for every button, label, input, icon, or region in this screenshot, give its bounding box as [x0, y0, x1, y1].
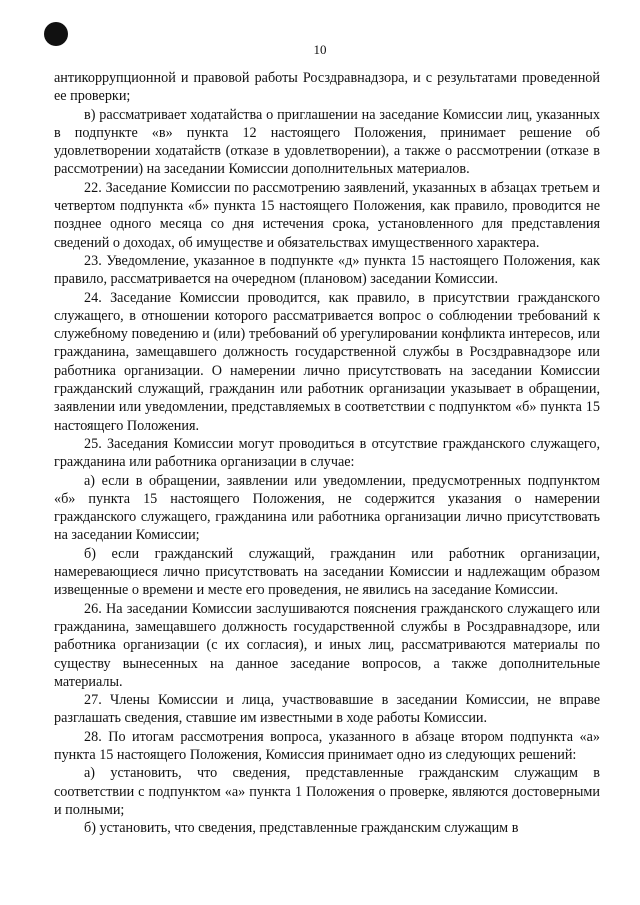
paragraph: 23. Уведомление, указанное в подпункте «д» пункта 15 настоящего Положения, как правило, рассматривается на очередном (плановом) заседании Комиссии. — [54, 252, 600, 288]
paragraph: а) установить, что сведения, представленные гражданским служащим в соответствии с подпунктом «а» пункта 1 Положения о проверке, являются достоверными и полными; — [54, 765, 600, 818]
paragraph: 24. Заседание Комиссии проводится, как правило, в присутствии гражданского служащего, в отношении которого рассматривается вопрос о соблюдении требований к служебному поведению и (или) требований об урегулировании конфликта интересов, или гражданина, замещавшего должность государственной службы в Росздравнадзоре или работника организации. О намерении лично присутствовать на заседании Комиссии гражданский служащий, гражданин или работник организации указывает в обращении, заявлении или уведомлении, представляемых в соответствии с подпунктом «б» пункта 15 настоящего Положения. — [54, 289, 600, 434]
paragraph: 27. Члены Комиссии и лица, участвовавшие в заседании Комиссии, не вправе разглашать сведения, ставшие им известными в ходе работы Комиссии. — [54, 692, 600, 727]
paragraph: б) установить, что сведения, представленные гражданским служащим в — [84, 820, 519, 837]
paragraph: 26. На заседании Комиссии заслушиваются пояснения гражданского служащего или гражданина, замещавшего должность государственной службы в Росздравнадзоре, или работника организации (с их согласия), и иных лиц, рассматриваются материалы по существу вынесенных на данное заседание вопросов, а также дополнительные материалы. — [54, 600, 600, 690]
paragraph: 28. По итогам рассмотрения вопроса, указанного в абзаце втором подпункта «а» пункта 15 настоящего Положения, Комиссия принимает одно из следующих решений: — [54, 728, 600, 763]
paragraph: антикоррупционной и правовой работы Росздравнадзора, и с результатами проведенной ее проверки; — [54, 70, 600, 105]
paragraph: 25. Заседания Комиссии могут проводиться в отсутствие гражданского служащего, гражданина или работника организации в случае: — [54, 435, 600, 471]
paragraph: в) рассматривает ходатайства о приглашении на заседание Комиссии лиц, указанных в подпункте «в» пункта 12 настоящего Положения, принимает решение об удовлетворении ходатайств (отказе в удовлетворении), а также о рассмотрении (отказе в рассмотрении) на заседании Комиссии дополнительных материалов. — [54, 106, 600, 178]
document-body — [54, 69, 600, 837]
paragraph: а) если в обращении, заявлении или уведомлении, предусмотренных подпунктом «б» пункта 15 настоящего Положения, не содержится указания о намерении гражданского служащего, гражданина или работника организации лично присутствовать на заседании Комиссии; — [54, 472, 600, 544]
paragraph: б) если гражданский служащий, гражданин или работник организации, намеревающиеся лично присутствовать на заседании Комиссии и надлежащим образом извещенные о времени и месте его проведения, не явились на заседание Комиссии. — [54, 545, 600, 599]
page-number: 10 — [313, 42, 327, 57]
paragraph: 22. Заседание Комиссии по рассмотрению заявлений, указанных в абзацах третьем и четвертом подпункта «б» пункта 15 настоящего Положения, как правило, проводится не позднее одного месяца со дня истечения срока, установленного для представления сведений о доходах, об имуществе и обязательствах имущественного характера. — [54, 179, 600, 251]
